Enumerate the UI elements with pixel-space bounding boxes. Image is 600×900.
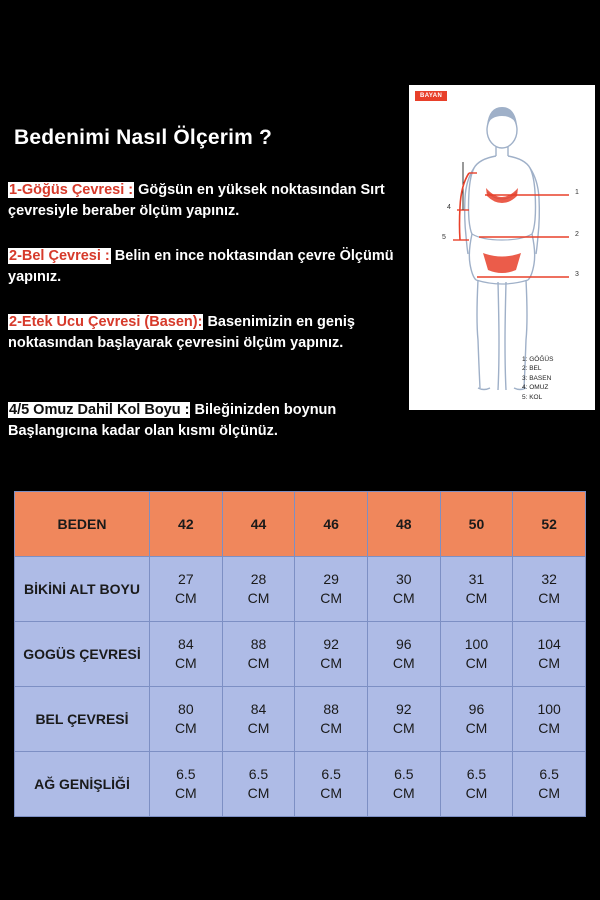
instruction-paragraph-4 [8,400,412,442]
value-r2-c1: 84 [250,701,267,717]
instruction-1-text: Göğsün en yüksek noktasından Sırt çevresiyle beraber ölçüm yapınız. [8,182,385,219]
value-r0-c0: 27 [178,571,194,587]
instruction-3-text: Basenimizin en geniş noktasından başlayarak çevresini ölçüm yapınız. [8,314,355,351]
unit-r1-c1: CM [247,655,270,671]
cell-r1-c4 [440,622,513,687]
value-r0-c3: 30 [396,571,412,587]
unit-r2-c3: CM [392,720,415,736]
value-r2-c4: 96 [468,701,485,717]
value-r3-c5: 6.5 [539,766,559,782]
value-r2-c3: 92 [396,701,412,717]
cell-r2-c3 [367,687,440,752]
cell-r0-c4 [440,557,513,622]
table-row [15,557,586,622]
value-r1-c4: 100 [464,636,489,652]
cell-r3-c1 [222,752,295,817]
cell-r0-c1 [222,557,295,622]
header-size-42: 42 [150,492,223,557]
cell-r2-c5 [513,687,586,752]
figure-legend-item-5: 5: KOL [522,393,543,401]
header-size-46: 46 [295,492,368,557]
cell-r0-c0 [150,557,223,622]
page-title: Bedenimi Nasıl Ölçerim ? [14,126,273,149]
unit-r0-c1: CM [247,590,270,606]
figure-legend-item-3: 3: BASEN [522,374,552,382]
unit-r1-c0: CM [174,655,197,671]
value-r3-c0: 6.5 [176,766,196,782]
unit-r3-c3: CM [392,785,415,801]
instruction-2-highlight: 2-Bel Çevresi : [9,248,110,264]
size-chart [14,491,586,817]
body-measurement-figure [409,85,595,410]
figure-legend-item-1: 1: GÖĞÜS [522,355,554,363]
figure-marker-1: 1 [575,189,579,196]
value-r0-c5: 32 [541,571,557,587]
figure-marker-3: 3 [575,271,579,278]
table-row [15,622,586,687]
unit-r3-c4: CM [465,785,488,801]
unit-r1-c2: CM [320,655,343,671]
cell-r1-c3 [367,622,440,687]
value-r3-c4: 6.5 [466,766,487,782]
row-label-ag-genisligi: AĞ GENİŞLİĞİ [15,752,150,817]
unit-r1-c5: CM [538,655,561,671]
value-r3-c1: 6.5 [248,766,269,782]
header-size-44: 44 [222,492,295,557]
table-row [15,752,586,817]
header-beden-label: BEDEN [15,492,150,557]
instruction-3-highlight: 2-Etek Ucu Çevresi (Basen): [9,314,203,330]
unit-r2-c5: CM [538,720,561,736]
instruction-1-highlight: 1-Göğüs Çevresi : [9,182,134,198]
header-size-52: 52 [513,492,586,557]
value-r2-c5: 100 [537,701,561,717]
cell-r1-c1 [222,622,295,687]
figure-legend [522,355,553,403]
size-table-body [15,492,586,817]
instruction-4-text: Bileğinizden boynun Başlangıcına kadar olan kısmı ölçünüz. [8,402,337,439]
cell-r1-c2 [295,622,368,687]
instruction-4-highlight: 4/5 Omuz Dahil Kol Boyu : [9,402,190,418]
instruction-paragraph-1 [8,180,412,222]
cell-r2-c0 [150,687,223,752]
cell-r3-c4 [440,752,513,817]
value-r1-c1: 88 [250,636,267,652]
unit-r3-c5: CM [538,785,561,801]
unit-r2-c1: CM [247,720,270,736]
unit-r3-c2: CM [320,785,343,801]
unit-r2-c4: CM [465,720,488,736]
cell-r1-c5 [513,622,586,687]
unit-r1-c3: CM [392,655,415,671]
header-size-48: 48 [367,492,440,557]
unit-r2-c0: CM [174,720,197,736]
value-r1-c2: 92 [323,636,339,652]
value-r0-c2: 29 [323,571,339,587]
value-r0-c1: 28 [250,571,267,587]
value-r3-c2: 6.5 [321,766,341,782]
table-header-row [15,492,586,557]
instruction-paragraph-2 [8,246,412,288]
value-r0-c4: 31 [468,571,485,587]
value-r2-c2: 88 [323,701,339,717]
unit-r0-c0: CM [174,590,197,606]
value-r1-c5: 104 [537,636,561,652]
cell-r2-c1 [222,687,295,752]
figure-marker-4: 4 [447,204,451,211]
figure-legend-item-2: 2: BEL [522,365,542,372]
figure-legend-item-4: 4: OMUZ [522,384,549,391]
row-label-bel-cevresi: BEL ÇEVRESİ [15,687,150,752]
female-body-diagram-icon [409,85,595,410]
instruction-2-text: Belin en ince noktasından çevre Ölçümü yapınız. [8,248,394,285]
cell-r0-c2 [295,557,368,622]
figure-badge: BAYAN [415,91,447,101]
cell-r1-c0 [150,622,223,687]
unit-r0-c2: CM [320,590,343,606]
value-r3-c3: 6.5 [394,766,414,782]
cell-r3-c0 [150,752,223,817]
unit-r3-c0: CM [174,785,197,801]
row-label-gogus-cevresi: GOGÜS ÇEVRESİ [15,622,150,687]
value-r1-c0: 84 [178,636,194,652]
instruction-paragraph-3 [8,312,412,354]
cell-r0-c5 [513,557,586,622]
row-label-bikini-alt-boyu: BİKİNİ ALT BOYU [15,557,150,622]
value-r1-c3: 96 [396,636,412,652]
unit-r3-c1: CM [247,785,270,801]
figure-marker-5: 5 [442,234,446,241]
size-table [14,491,586,817]
unit-r0-c3: CM [392,590,415,606]
table-row [15,687,586,752]
value-r2-c0: 80 [178,701,194,717]
cell-r3-c3 [367,752,440,817]
cell-r2-c2 [295,687,368,752]
figure-marker-2: 2 [575,231,579,238]
unit-r0-c5: CM [538,590,561,606]
unit-r1-c4: CM [465,655,488,671]
cell-r3-c2 [295,752,368,817]
unit-r0-c4: CM [465,590,488,606]
unit-r2-c2: CM [320,720,343,736]
cell-r3-c5 [513,752,586,817]
cell-r2-c4 [440,687,513,752]
header-size-50: 50 [440,492,513,557]
cell-r0-c3 [367,557,440,622]
